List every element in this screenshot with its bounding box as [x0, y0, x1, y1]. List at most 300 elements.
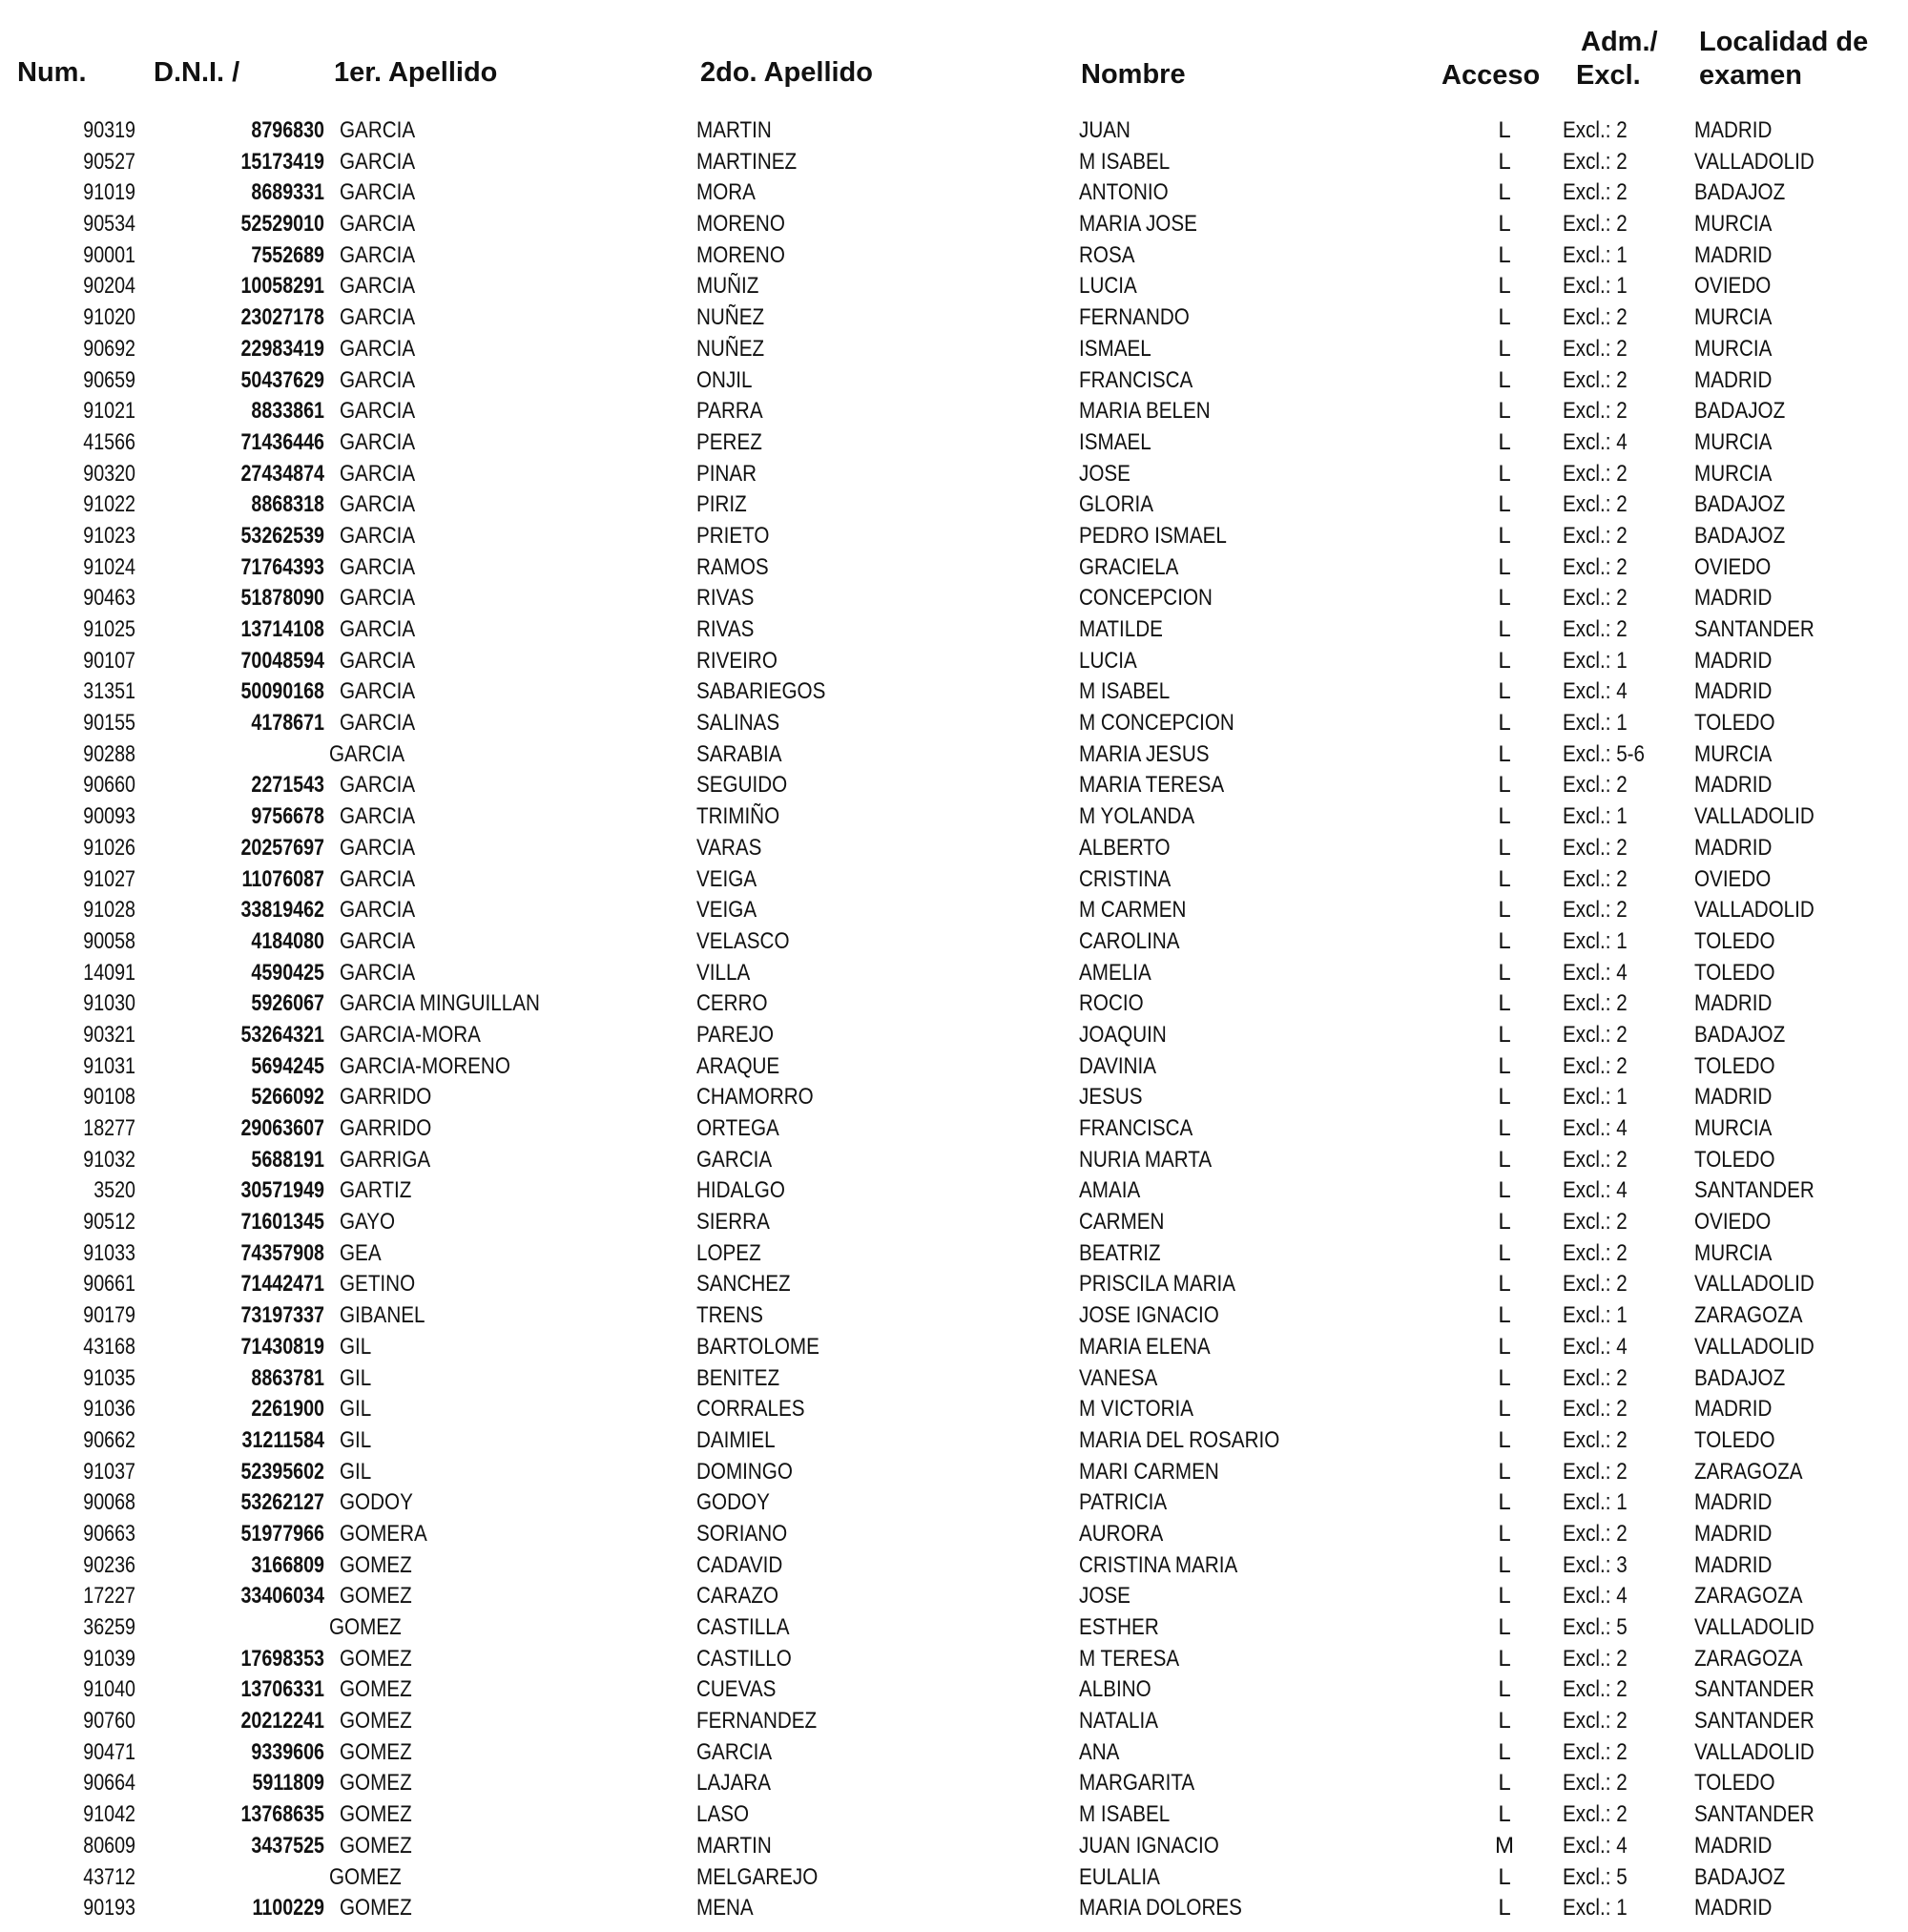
cell-acceso: L [1498, 179, 1511, 206]
table-row [0, 396, 1908, 427]
cell-apellido1: GOMEZ [340, 1583, 412, 1610]
table-row [0, 1706, 1908, 1737]
cell-acceso: L [1498, 678, 1511, 705]
cell-apellido1: GARRIDO [340, 1084, 432, 1111]
cell-adm-excl: Excl.: 2 [1563, 990, 1628, 1017]
cell-adm-excl: Excl.: 4 [1563, 1177, 1628, 1204]
cell-nombre: JOSE [1079, 460, 1130, 487]
cell-acceso: L [1498, 834, 1511, 861]
cell-localidad: BADAJOZ [1694, 1021, 1786, 1048]
cell-apellido2: VARAS [696, 834, 762, 861]
cell-localidad: OVIEDO [1694, 865, 1772, 892]
cell-nombre: NURIA MARTA [1079, 1146, 1213, 1173]
cell-apellido1: GOMEZ [340, 1895, 412, 1922]
cell-num: 91019 [83, 179, 135, 206]
cell-num: 90107 [83, 647, 135, 674]
table-row [0, 1145, 1908, 1176]
cell-nombre: ROCIO [1079, 990, 1144, 1017]
cell-nombre: ALBINO [1079, 1676, 1151, 1703]
cell-apellido2: RIVAS [696, 585, 755, 612]
cell-num: 91027 [83, 865, 135, 892]
cell-apellido1: GOMEZ [340, 1645, 412, 1672]
cell-apellido1: GARCIA [340, 678, 416, 705]
cell-acceso: L [1498, 1801, 1511, 1828]
cell-dni: 4590425 [251, 959, 324, 986]
cell-localidad: MADRID [1694, 241, 1773, 268]
cell-acceso: L [1498, 491, 1511, 518]
cell-acceso: L [1498, 1396, 1511, 1423]
cell-apellido1: GIL [340, 1364, 372, 1391]
cell-apellido2: VEIGA [696, 865, 757, 892]
cell-acceso: M [1495, 1832, 1514, 1859]
cell-dni: 9756678 [251, 803, 324, 830]
table-row [0, 1020, 1908, 1051]
cell-apellido1: GARCIA [340, 335, 416, 362]
table-row [0, 1238, 1908, 1270]
cell-nombre: MARIA TERESA [1079, 772, 1225, 799]
cell-adm-excl: Excl.: 2 [1563, 179, 1628, 206]
cell-adm-excl: Excl.: 2 [1563, 865, 1628, 892]
cell-nombre: FRANCISCA [1079, 366, 1193, 393]
cell-adm-excl: Excl.: 2 [1563, 1708, 1628, 1735]
cell-localidad: SANTANDER [1694, 1177, 1815, 1204]
table-row [0, 1862, 1908, 1894]
cell-dni: 8689331 [251, 179, 324, 206]
cell-nombre: CRISTINA [1079, 865, 1172, 892]
cell-nombre: AMAIA [1079, 1177, 1141, 1204]
cell-apellido1: GARCIA [340, 179, 416, 206]
cell-dni: 8863781 [251, 1364, 324, 1391]
cell-localidad: MADRID [1694, 585, 1773, 612]
cell-acceso: L [1498, 1738, 1511, 1765]
cell-acceso: L [1498, 897, 1511, 924]
cell-dni: 71601345 [240, 1209, 324, 1236]
cell-adm-excl: Excl.: 1 [1563, 1895, 1628, 1922]
cell-dni: 73197337 [240, 1302, 324, 1329]
cell-apellido1: GARCIA [340, 553, 416, 580]
cell-localidad: TOLEDO [1694, 1052, 1775, 1079]
cell-acceso: L [1498, 366, 1511, 393]
cell-acceso: L [1498, 616, 1511, 642]
table-row [0, 833, 1908, 864]
cell-dni: 4184080 [251, 927, 324, 954]
cell-apellido1: GARCIA [340, 366, 416, 393]
cell-nombre: MATILDE [1079, 616, 1163, 642]
cell-num: 90155 [83, 710, 135, 737]
table-row [0, 1487, 1908, 1519]
cell-apellido2: PINAR [696, 460, 757, 487]
cell-nombre: AMELIA [1079, 959, 1151, 986]
cell-num: 36259 [83, 1614, 135, 1640]
table-row [0, 988, 1908, 1020]
cell-adm-excl: Excl.: 2 [1563, 553, 1628, 580]
cell-adm-excl: Excl.: 2 [1563, 491, 1628, 518]
cell-acceso: L [1498, 1863, 1511, 1890]
cell-localidad: MURCIA [1694, 211, 1773, 238]
cell-apellido1: GOMEZ [340, 1676, 412, 1703]
cell-localidad: VALLADOLID [1694, 1271, 1815, 1298]
table-row [0, 1893, 1908, 1924]
cell-adm-excl: Excl.: 1 [1563, 241, 1628, 268]
table-row [0, 334, 1908, 365]
cell-adm-excl: Excl.: 1 [1563, 273, 1628, 300]
cell-apellido1: GOMERA [340, 1520, 427, 1547]
cell-localidad: OVIEDO [1694, 553, 1772, 580]
cell-acceso: L [1498, 1177, 1511, 1204]
cell-dni: 5688191 [251, 1146, 324, 1173]
cell-num: 90662 [83, 1426, 135, 1453]
cell-apellido2: MARTIN [696, 117, 772, 143]
cell-apellido2: CHAMORRO [696, 1084, 814, 1111]
cell-dni: 5694245 [251, 1052, 324, 1079]
cell-dni: 20212241 [240, 1708, 324, 1735]
table-row [0, 1457, 1908, 1488]
cell-localidad: OVIEDO [1694, 1209, 1772, 1236]
cell-nombre: JOAQUIN [1079, 1021, 1167, 1048]
cell-localidad: TOLEDO [1694, 710, 1775, 737]
cell-dni: 30571949 [240, 1177, 324, 1204]
cell-apellido2: MUÑIZ [696, 273, 759, 300]
cell-apellido1: GARCIA [340, 865, 416, 892]
table-row [0, 209, 1908, 240]
cell-apellido1: GARCIA [340, 772, 416, 799]
cell-dni: 52529010 [240, 211, 324, 238]
cell-apellido1: GIL [340, 1333, 372, 1360]
cell-apellido2: SARABIA [696, 740, 782, 767]
cell-num: 91037 [83, 1458, 135, 1485]
cell-localidad: MADRID [1694, 1489, 1773, 1516]
cell-apellido1: GOMEZ [329, 1614, 402, 1640]
table-row [0, 614, 1908, 646]
cell-nombre: LUCIA [1079, 647, 1137, 674]
cell-apellido2: ORTEGA [696, 1115, 779, 1141]
table-row [0, 1612, 1908, 1644]
table-row [0, 1363, 1908, 1395]
cell-adm-excl: Excl.: 2 [1563, 211, 1628, 238]
cell-apellido2: CUEVAS [696, 1676, 777, 1703]
cell-apellido2: MARTIN [696, 1832, 772, 1859]
table-row [0, 302, 1908, 334]
cell-apellido2: TRIMIÑO [696, 803, 780, 830]
cell-num: 90108 [83, 1084, 135, 1111]
cell-apellido2: SORIANO [696, 1520, 788, 1547]
cell-nombre: MARIA BELEN [1079, 398, 1211, 425]
cell-apellido1: GETINO [340, 1271, 416, 1298]
cell-adm-excl: Excl.: 2 [1563, 1146, 1628, 1173]
table-row [0, 1737, 1908, 1769]
cell-apellido1: GARRIDO [340, 1115, 432, 1141]
cell-dni: 8868318 [251, 491, 324, 518]
cell-adm-excl: Excl.: 2 [1563, 1396, 1628, 1423]
cell-localidad: BADAJOZ [1694, 398, 1786, 425]
cell-apellido2: LAJARA [696, 1770, 772, 1797]
cell-nombre: DAVINIA [1079, 1052, 1157, 1079]
cell-localidad: MADRID [1694, 678, 1773, 705]
cell-localidad: VALLADOLID [1694, 1738, 1815, 1765]
table-row [0, 1831, 1908, 1862]
cell-apellido1: GARTIZ [340, 1177, 412, 1204]
cell-localidad: MADRID [1694, 834, 1773, 861]
cell-dni: 53262539 [240, 522, 324, 549]
table-row [0, 1394, 1908, 1425]
cell-num: 90204 [83, 273, 135, 300]
cell-apellido1: GARRIGA [340, 1146, 431, 1173]
cell-acceso: L [1498, 1146, 1511, 1173]
cell-nombre: CARMEN [1079, 1209, 1165, 1236]
cell-adm-excl: Excl.: 4 [1563, 1115, 1628, 1141]
cell-acceso: L [1498, 647, 1511, 674]
cell-localidad: SANTANDER [1694, 1801, 1815, 1828]
cell-acceso: L [1498, 1895, 1511, 1922]
cell-dni: 5266092 [251, 1084, 324, 1111]
cell-dni: 33406034 [240, 1583, 324, 1610]
cell-apellido1: GARCIA MINGUILLAN [340, 990, 540, 1017]
cell-nombre: BEATRIZ [1079, 1239, 1161, 1266]
cell-nombre: ALBERTO [1079, 834, 1171, 861]
cell-apellido2: MELGAREJO [696, 1863, 819, 1890]
cell-nombre: M YOLANDA [1079, 803, 1195, 830]
cell-dni: 4178671 [251, 710, 324, 737]
cell-dni: 13706331 [240, 1676, 324, 1703]
cell-apellido1: GOMEZ [340, 1551, 412, 1578]
table-row [0, 895, 1908, 926]
cell-apellido2: CERRO [696, 990, 768, 1017]
cell-localidad: ZARAGOZA [1694, 1645, 1803, 1672]
cell-dni: 31211584 [241, 1426, 324, 1453]
cell-apellido1: GARCIA [340, 897, 416, 924]
cell-acceso: L [1498, 772, 1511, 799]
cell-num: 90660 [83, 772, 135, 799]
cell-dni: 71430819 [240, 1333, 324, 1360]
cell-apellido2: MORENO [696, 211, 785, 238]
cell-num: 43168 [83, 1333, 135, 1360]
cell-nombre: M ISABEL [1079, 148, 1171, 175]
cell-nombre: MARIA JESUS [1079, 740, 1210, 767]
cell-nombre: JUAN [1079, 117, 1130, 143]
table-row [0, 365, 1908, 397]
cell-apellido2: GARCIA [696, 1146, 773, 1173]
cell-nombre: ISMAEL [1079, 335, 1151, 362]
cell-nombre: MARIA ELENA [1079, 1333, 1211, 1360]
cell-apellido1: GARCIA [340, 117, 416, 143]
cell-num: 91023 [83, 522, 135, 549]
cell-adm-excl: Excl.: 2 [1563, 1645, 1628, 1672]
table-row [0, 1550, 1908, 1582]
cell-localidad: MADRID [1694, 1084, 1773, 1111]
cell-adm-excl: Excl.: 5 [1563, 1863, 1628, 1890]
cell-acceso: L [1498, 710, 1511, 737]
cell-acceso: L [1498, 803, 1511, 830]
cell-apellido2: LASO [696, 1801, 750, 1828]
table-row [0, 1519, 1908, 1550]
cell-apellido2: HIDALGO [696, 1177, 785, 1204]
cell-dni: 2271543 [251, 772, 324, 799]
cell-dni: 74357908 [240, 1239, 324, 1266]
cell-apellido2: LOPEZ [696, 1239, 761, 1266]
cell-adm-excl: Excl.: 2 [1563, 1458, 1628, 1485]
cell-localidad: MADRID [1694, 1396, 1773, 1423]
cell-apellido1: GARCIA [340, 398, 416, 425]
table-row [0, 1425, 1908, 1457]
cell-adm-excl: Excl.: 4 [1563, 959, 1628, 986]
cell-num: 91036 [83, 1396, 135, 1423]
table-row [0, 958, 1908, 989]
cell-apellido2: ARAQUE [696, 1052, 780, 1079]
cell-acceso: L [1498, 335, 1511, 362]
cell-nombre: M CONCEPCION [1079, 710, 1234, 737]
cell-num: 90512 [83, 1209, 135, 1236]
cell-adm-excl: Excl.: 3 [1563, 1551, 1628, 1578]
cell-num: 91031 [83, 1052, 135, 1079]
cell-localidad: SANTANDER [1694, 1708, 1815, 1735]
cell-localidad: VALLADOLID [1694, 1333, 1815, 1360]
cell-apellido1: GIL [340, 1426, 372, 1453]
cell-nombre: ANA [1079, 1738, 1120, 1765]
cell-acceso: L [1498, 398, 1511, 425]
cell-localidad: ZARAGOZA [1694, 1458, 1803, 1485]
cell-acceso: L [1498, 1084, 1511, 1111]
cell-apellido1: GOMEZ [340, 1708, 412, 1735]
cell-nombre: M ISABEL [1079, 1801, 1171, 1828]
table-row [0, 1644, 1908, 1675]
cell-num: 91028 [83, 897, 135, 924]
cell-localidad: ZARAGOZA [1694, 1302, 1803, 1329]
cell-adm-excl: Excl.: 5-6 [1563, 740, 1646, 767]
cell-acceso: L [1498, 304, 1511, 331]
cell-dni: 5911809 [252, 1770, 324, 1797]
cell-acceso: L [1498, 865, 1511, 892]
cell-acceso: L [1498, 1021, 1511, 1048]
cell-apellido2: PRIETO [696, 522, 770, 549]
cell-localidad: ZARAGOZA [1694, 1583, 1803, 1610]
cell-num: 90463 [83, 585, 135, 612]
cell-nombre: FERNANDO [1079, 304, 1190, 331]
cell-adm-excl: Excl.: 2 [1563, 1426, 1628, 1453]
cell-acceso: L [1498, 1271, 1511, 1298]
cell-apellido1: GIL [340, 1458, 372, 1485]
header-nombre: Nombre [1081, 59, 1186, 90]
cell-apellido2: FERNANDEZ [696, 1708, 818, 1735]
cell-adm-excl: Excl.: 4 [1563, 1333, 1628, 1360]
cell-adm-excl: Excl.: 2 [1563, 398, 1628, 425]
header-acceso: Acceso [1441, 60, 1541, 91]
cell-nombre: FRANCISCA [1079, 1115, 1193, 1141]
cell-apellido2: SABARIEGOS [696, 678, 826, 705]
cell-dni: 3166809 [251, 1551, 324, 1578]
cell-adm-excl: Excl.: 2 [1563, 1520, 1628, 1547]
cell-num: 91039 [83, 1645, 135, 1672]
cell-nombre: GRACIELA [1079, 553, 1179, 580]
cell-adm-excl: Excl.: 2 [1563, 460, 1628, 487]
cell-apellido2: VELASCO [696, 927, 790, 954]
cell-num: 90058 [83, 927, 135, 954]
candidate-table [0, 115, 1908, 1924]
cell-adm-excl: Excl.: 2 [1563, 304, 1628, 331]
cell-apellido2: PIRIZ [696, 491, 747, 518]
cell-acceso: L [1498, 1489, 1511, 1516]
cell-dni: 13714108 [240, 616, 324, 642]
cell-apellido1: GARCIA [340, 273, 416, 300]
cell-nombre: VANESA [1079, 1364, 1158, 1391]
cell-acceso: L [1498, 1239, 1511, 1266]
cell-adm-excl: Excl.: 2 [1563, 335, 1628, 362]
cell-apellido2: NUÑEZ [696, 304, 765, 331]
cell-dni: 53264321 [240, 1021, 324, 1048]
table-row [0, 708, 1908, 739]
cell-apellido2: SALINAS [696, 710, 780, 737]
table-row [0, 1175, 1908, 1207]
cell-apellido2: TRENS [696, 1302, 763, 1329]
cell-num: 91042 [83, 1801, 135, 1828]
cell-dni: 22983419 [240, 335, 324, 362]
cell-nombre: ANTONIO [1079, 179, 1169, 206]
cell-localidad: TOLEDO [1694, 1426, 1775, 1453]
cell-adm-excl: Excl.: 1 [1563, 1302, 1628, 1329]
table-row [0, 240, 1908, 272]
cell-num: 90179 [83, 1302, 135, 1329]
table-row [0, 1674, 1908, 1706]
cell-apellido1: GODOY [340, 1489, 413, 1516]
cell-nombre: M CARMEN [1079, 897, 1187, 924]
cell-dni: 13768635 [240, 1801, 324, 1828]
cell-apellido2: MARTINEZ [696, 148, 798, 175]
table-row [0, 583, 1908, 614]
cell-apellido1: GAYO [340, 1209, 396, 1236]
cell-num: 91035 [83, 1364, 135, 1391]
cell-adm-excl: Excl.: 2 [1563, 1021, 1628, 1048]
table-row [0, 864, 1908, 896]
cell-apellido2: CASTILLO [696, 1645, 792, 1672]
cell-apellido1: GARCIA [340, 927, 416, 954]
cell-acceso: L [1498, 553, 1511, 580]
cell-acceso: L [1498, 990, 1511, 1017]
cell-acceso: L [1498, 1676, 1511, 1703]
cell-num: 90471 [83, 1738, 135, 1765]
cell-nombre: MARGARITA [1079, 1770, 1195, 1797]
cell-num: 90320 [83, 460, 135, 487]
cell-acceso: L [1498, 1458, 1511, 1485]
cell-apellido2: ONJIL [696, 366, 753, 393]
cell-apellido2: VEIGA [696, 897, 757, 924]
cell-apellido1: GARCIA [340, 834, 416, 861]
cell-num: 80609 [83, 1832, 135, 1859]
cell-adm-excl: Excl.: 2 [1563, 1052, 1628, 1079]
cell-apellido1: GARCIA [340, 522, 416, 549]
header-adm-line1: Adm./ [1581, 27, 1658, 57]
cell-nombre: JUAN IGNACIO [1079, 1832, 1219, 1859]
cell-nombre: AURORA [1079, 1520, 1164, 1547]
cell-localidad: MADRID [1694, 647, 1773, 674]
cell-adm-excl: Excl.: 2 [1563, 366, 1628, 393]
cell-acceso: L [1498, 211, 1511, 238]
cell-localidad: OVIEDO [1694, 273, 1772, 300]
table-row [0, 552, 1908, 584]
cell-apellido1: GARCIA-MORENO [340, 1052, 510, 1079]
cell-num: 90288 [83, 740, 135, 767]
cell-nombre: ISMAEL [1079, 428, 1151, 455]
table-row [0, 676, 1908, 708]
cell-localidad: MADRID [1694, 366, 1773, 393]
cell-adm-excl: Excl.: 1 [1563, 647, 1628, 674]
cell-apellido1: GARCIA [340, 148, 416, 175]
cell-localidad: MADRID [1694, 1551, 1773, 1578]
cell-acceso: L [1498, 1209, 1511, 1236]
cell-localidad: MURCIA [1694, 740, 1773, 767]
cell-apellido2: SANCHEZ [696, 1271, 791, 1298]
cell-nombre: M ISABEL [1079, 678, 1171, 705]
table-row [0, 1768, 1908, 1799]
cell-adm-excl: Excl.: 1 [1563, 927, 1628, 954]
